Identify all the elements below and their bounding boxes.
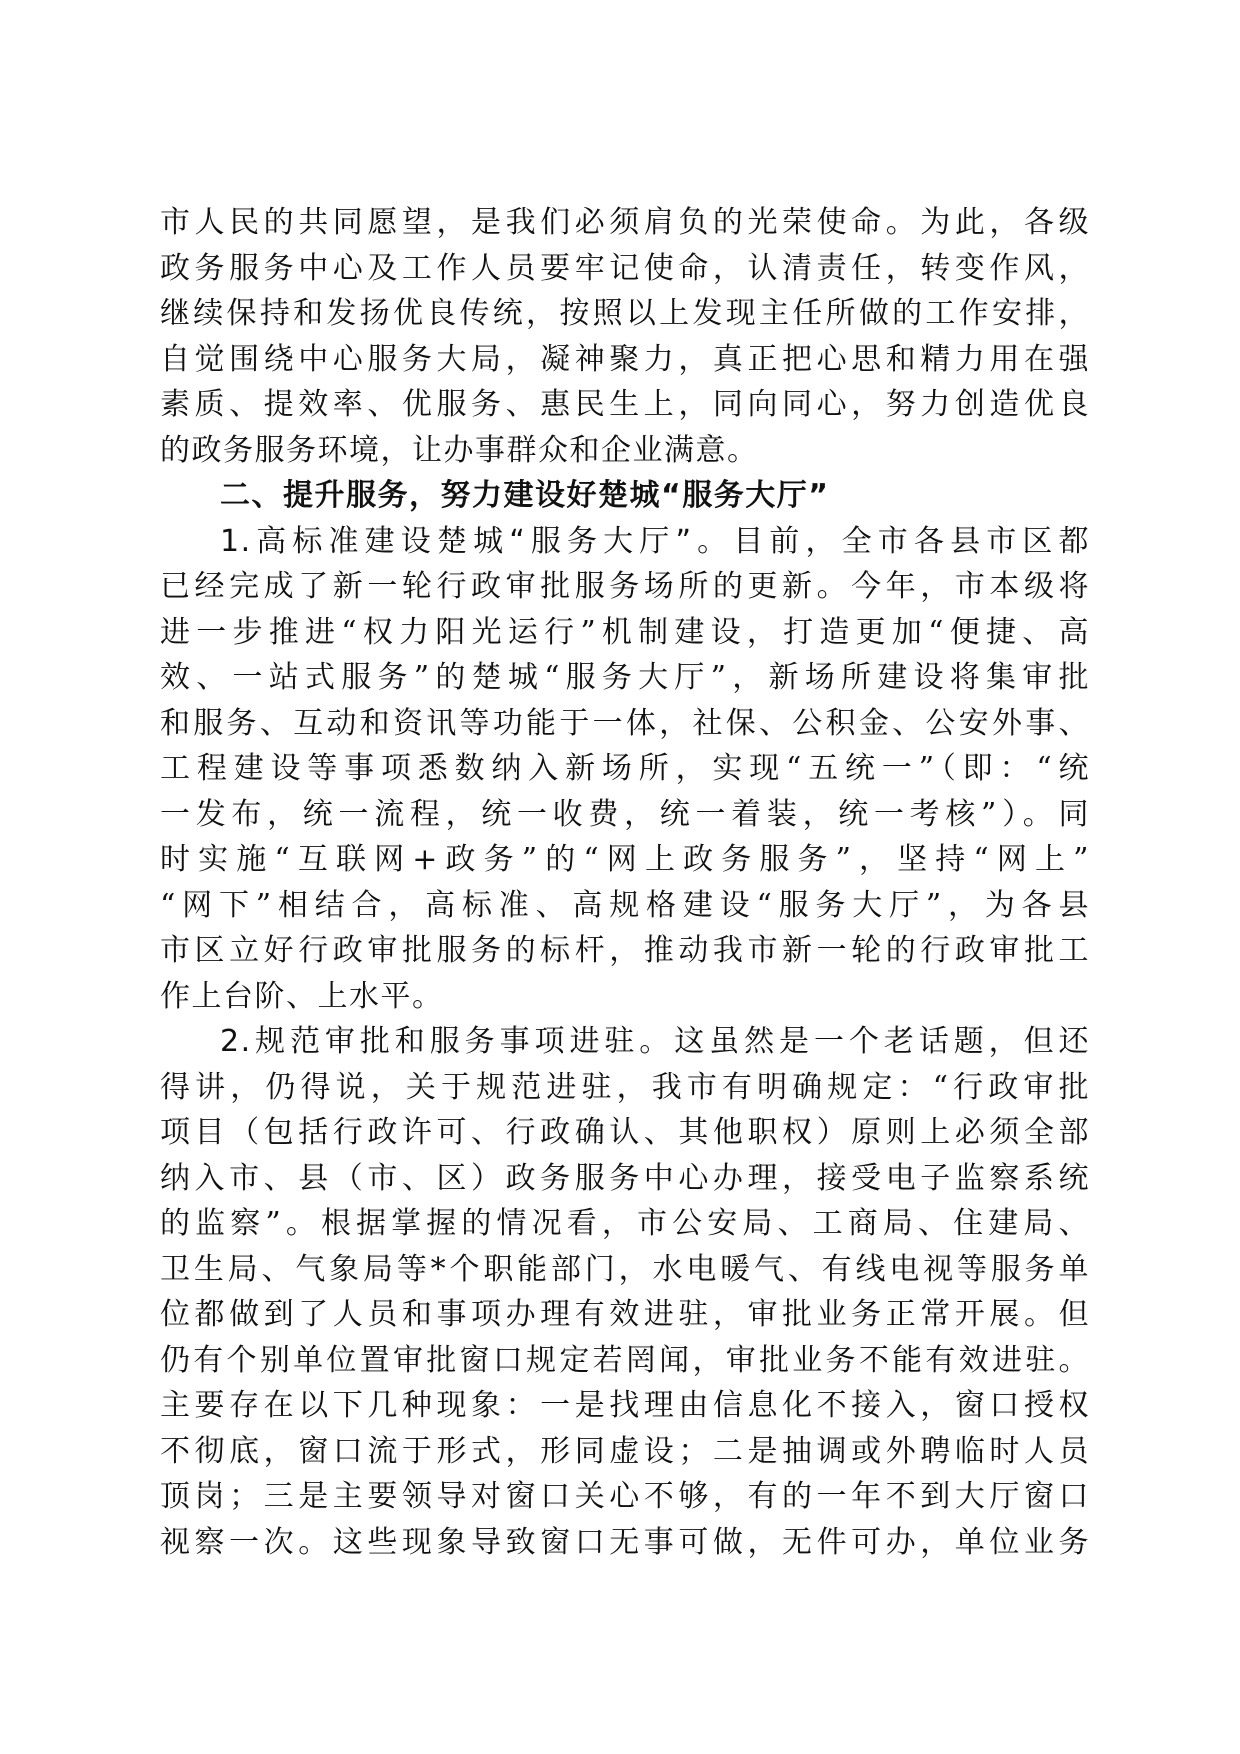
paragraph-3-line: 位都做到了人员和事项办理有效进驻，审批业务正常开展。但 — [160, 1297, 1090, 1332]
paragraph-2-first-line — [160, 519, 1090, 565]
paragraph-3-line: 纳入市、县（市、区）政务服务中心办理，接受电子监察系统 — [160, 1160, 1090, 1196]
paragraph-3-line: 的监察”。根据掌握的情况看，市公安局、工商局、住建局、 — [160, 1206, 1090, 1241]
paragraph-3-line: 主要存在以下几种现象：一是找理由信息化不接入，窗口授权 — [160, 1388, 1090, 1423]
paragraph-3-line: 仍有个别单位置审批窗口规定若罔闻，审批业务不能有效进驻。 — [160, 1342, 1090, 1378]
paragraph-2-line: 目前，全市各县市区都 — [733, 523, 1090, 559]
paragraph-3-line: 卫生局、气象局等*个职能部门，水电暖气、有线电视等服务单 — [160, 1251, 1090, 1287]
paragraph-2-line: 和服务、互动和资讯等功能于一体，社保、公积金、公安外事、 — [160, 705, 1090, 741]
paragraph-2-line: 作上台阶、上水平。 — [160, 978, 444, 1014]
paragraph-2-line: 市区立好行政审批服务的标杆，推动我市新一轮的行政审批工 — [160, 933, 1090, 968]
paragraph-2-line: 已经完成了新一轮行政审批服务场所的更新。今年，市本级将 — [160, 569, 1090, 604]
paragraph-1-line: 继续保持和发扬优良传统，按照以上发现主任所做的工作安排， — [160, 296, 1090, 331]
paragraph-3-line: 不彻底，窗口流于形式，形同虚设；二是抽调或外聘临时人员 — [160, 1433, 1090, 1469]
paragraph-3-line: 视察一次。这些现象导致窗口无事可做，无件可办，单位业务 — [160, 1524, 1090, 1560]
paragraph-1 — [160, 200, 1090, 473]
paragraph-2-line: 一发布，统一流程，统一收费，统一着装，统一考核”）。同 — [160, 796, 1090, 832]
paragraph-3-line: 这虽然是一个老话题，但还 — [674, 1024, 1091, 1059]
paragraph-2-line: “网下”相结合，高标准、高规格建设“服务大厅”，为各县 — [160, 887, 1090, 923]
paragraph-3 — [160, 1019, 1090, 1565]
paragraph-3-first-line — [160, 1019, 1090, 1065]
paragraph-3-line: 顶岗；三是主要领导对窗口关心不够，有的一年不到大厅窗口 — [160, 1479, 1090, 1514]
paragraph-3-lead-title: 2.规范审批和服务事项进驻。 — [220, 1024, 675, 1059]
paragraph-1-line: 政务服务中心及工作人员要牢记使命，认清责任，转变作风， — [160, 250, 1090, 286]
paragraph-2-line: 时实施“互联网+政务”的“网上政务服务”，坚持“网上” — [160, 842, 1090, 877]
paragraph-2 — [160, 519, 1090, 1020]
paragraph-1-line: 自觉围绕中心服务大局，凝神聚力，真正把心思和精力用在强 — [160, 341, 1090, 377]
paragraph-1-line: 的政务服务环境，让办事群众和企业满意。 — [160, 432, 759, 468]
paragraph-3-line: 项目（包括行政许可、行政确认、其他职权）原则上必须全部 — [160, 1115, 1090, 1150]
paragraph-1-line: 市人民的共同愿望，是我们必须肩负的光荣使命。为此，各级 — [160, 205, 1090, 240]
paragraph-2-line: 效、一站式服务”的楚城“服务大厅”，新场所建设将集审批 — [160, 660, 1090, 695]
paragraph-2-line: 进一步推进“权力阳光运行”机制建设，打造更加“便捷、高 — [160, 614, 1090, 650]
paragraph-1-line: 素质、提效率、优服务、惠民生上，同向同心，努力创造优良 — [160, 387, 1090, 422]
paragraph-2-lead-title: 1.高标准建设楚城“服务大厅”。 — [220, 523, 734, 559]
section-heading-2: 二、提升服务，努力建设好楚城“服务大厅” — [220, 478, 830, 513]
document-body — [160, 200, 1090, 1565]
paragraph-3-line: 得讲，仍得说，关于规范进驻，我市有明确规定：“行政审批 — [160, 1069, 1090, 1105]
paragraph-2-line: 工程建设等事项悉数纳入新场所，实现“五统一”（即：“统 — [160, 751, 1090, 786]
